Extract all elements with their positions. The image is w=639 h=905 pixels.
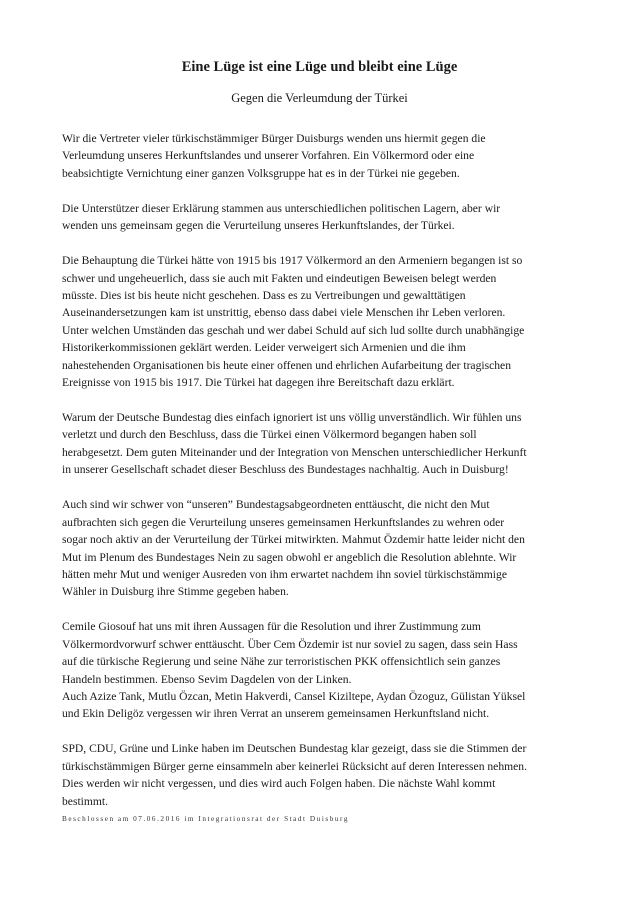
text-line: herabgesetzt. Dem guten Miteinander und der Integration von Menschen unterschiedlicher Herkunft: [62, 445, 527, 459]
text-line: hätten mehr Mut und weniger Ausreden von ihm erwartet nachdem ihn soviel türkischstämmige: [62, 567, 507, 581]
text-line: Wähler in Duisburg ihre Stimme gegeben haben.: [62, 585, 289, 599]
paragraph-2: [62, 200, 578, 235]
text-line: beabsichtigte Vernichtung einer ganzen Volksgruppe hat es in der Türkei nie gegeben.: [62, 166, 460, 180]
text-line: Warum der Deutsche Bundestag dies einfach ignoriert ist uns völlig unverständlich. Wir fühlen uns: [62, 411, 522, 425]
text-line: müsste. Dies ist bis heute nicht geschehen. Dass es zu Vertreibungen und gewalttätigen: [62, 289, 466, 303]
text-line: Auseinandersetzungen kam ist unstrittig, ebenso dass dabei viele Menschen ihr Leben verloren.: [62, 306, 506, 320]
resolution-footer: Beschlossen am 07.06.2016 im Integrationsrat der Stadt Duisburg: [62, 815, 349, 823]
text-line: in unserer Gesellschaft schadet dieser Beschluss des Bundestages nachhaltig. Auch in Duisburg!: [62, 463, 509, 477]
paragraph-3: [62, 252, 578, 391]
text-line: Völkermordvorwurf schwer enttäuscht. Über Cem Özdemir ist nur soviel zu sagen, dass sein Hass: [62, 637, 518, 651]
document-title: Eine Lüge ist eine Lüge und bleibt eine Lüge: [181, 59, 458, 75]
text-line: Auch sind wir schwer von “unseren” Bundestagsabgeordneten enttäuscht, die nicht den Mut: [62, 498, 490, 512]
text-line: Ereignisse von 1915 bis 1917. Die Türkei hat dagegen ihre Bereitschaft dazu erklärt.: [62, 376, 455, 390]
text-line: verletzt und durch den Beschluss, dass die Türkei einen Völkermord begangen haben soll: [62, 428, 477, 442]
text-line: Cemile Giosouf hat uns mit ihren Aussagen für die Resolution und ihrer Zustimmung zum: [62, 620, 481, 634]
paragraph-5: [62, 496, 578, 600]
text-line: Mut im Plenum des Bundestages Nein zu sagen obwohl er angeblich die Resolution ablehnte. Wir: [62, 550, 517, 564]
text-line: Die Unterstützer dieser Erklärung stammen aus unterschiedlichen politischen Lagern, aber wir: [62, 201, 501, 215]
text-line: Auch Azize Tank, Mutlu Özcan, Metin Hakverdi, Cansel Kiziltepe, Aydan Özoguz, Gülistan Yüksel: [62, 689, 526, 703]
text-line: bestimmt.: [62, 794, 109, 808]
document-subtitle: Gegen die Verleumdung der Türkei: [231, 91, 408, 105]
text-line: Verleumdung unseres Herkunftslandes und unserer Vorfahren. Ein Völkermord oder eine: [62, 149, 475, 163]
text-line: Die Behauptung die Türkei hätte von 1915 bis 1917 Völkermord an den Armeniern begangen ist so: [62, 254, 523, 268]
paragraph-4: [62, 409, 578, 479]
text-line: Unter welchen Umständen das geschah und wer dabei Schuld auf sich lud sollte durch unabhängige: [62, 323, 525, 337]
text-line: Handeln bestimmen. Ebenso Sevim Dagdelen von der Linken.: [62, 672, 352, 686]
text-line: türkischstämmigen Bürger gerne einsammeln aber keinerlei Rücksicht auf deren Interessen nehmen.: [62, 759, 527, 773]
paragraph-7: [62, 740, 578, 810]
text-line: wenden uns gemeinsam gegen die Verurteilung unseres Herkunftslandes, der Türkei.: [62, 219, 455, 233]
text-line: Dies werden wir nicht vergessen, und dies wird auch Folgen haben. Die nächste Wahl kommt: [62, 777, 496, 791]
paragraph-6: [62, 618, 578, 722]
text-line: aufbrachten sich gegen die Verurteilung unseres gemeinsamen Herkunftslandes zu wehren oder: [62, 515, 505, 529]
text-line: auf die türkische Regierung und seine Nähe zur terroristischen PKK offensichtlich sein ganzes: [62, 655, 501, 669]
paragraph-1: [62, 130, 578, 182]
text-line: Wir die Vertreter vieler türkischstämmiger Bürger Duisburgs wenden uns hiermit gegen die: [62, 132, 486, 145]
text-line: Historikerkommissionen geklärt werden. Leider verweigert sich Armenien und die ihm: [62, 341, 466, 355]
text-line: nahestehenden Organisationen bis heute einer offenen und ehrlichen Aufarbeitung der tragischen: [62, 358, 511, 372]
text-line: SPD, CDU, Grüne und Linke haben im Deutschen Bundestag klar gezeigt, dass sie die Stimmen der: [62, 742, 527, 756]
text-line: und Ekin Deligöz vergessen wir ihren Verrat an unserem gemeinsamen Herkunftsland nicht.: [62, 707, 490, 721]
text-line: sogar noch aktiv an der Verurteilung der Türkei mitwirkten. Mahmut Özdemir hatte leider nicht den: [62, 533, 525, 547]
text-line: schwer und ungeheuerlich, dass sie auch mit Fakten und eindeutigen Beweisen belegt werden: [62, 271, 497, 285]
document-body: [62, 130, 578, 828]
